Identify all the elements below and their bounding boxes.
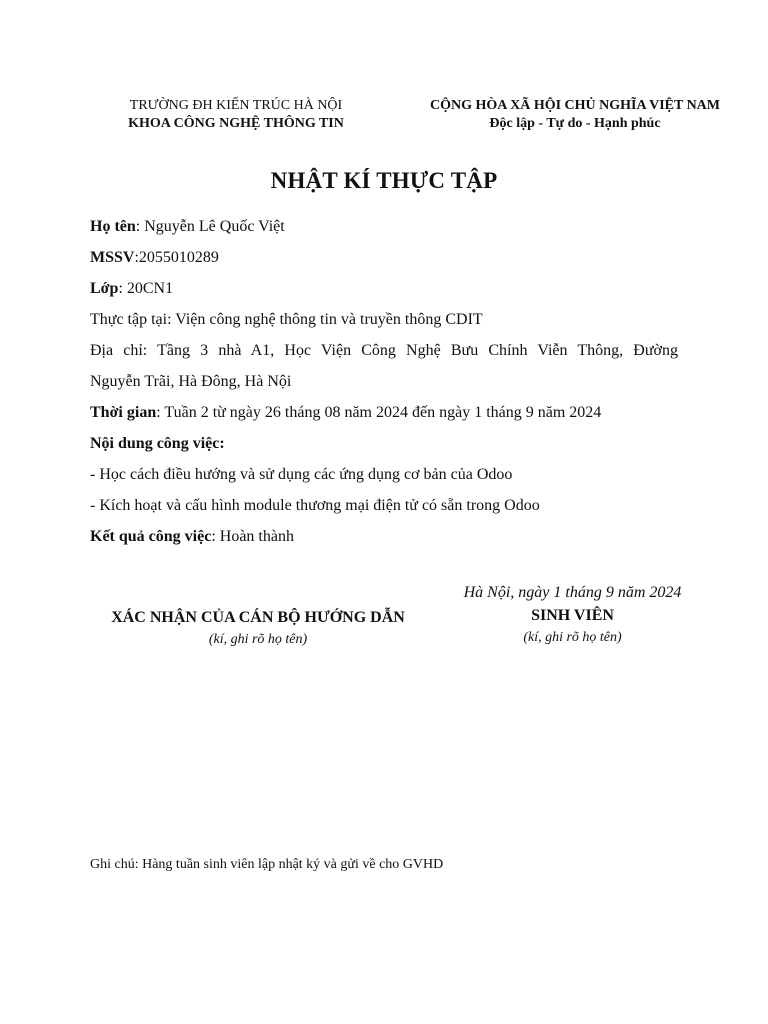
name-value: : Nguyễn Lê Quốc Việt xyxy=(135,218,285,235)
time-line xyxy=(90,400,678,431)
result-value: : Hoàn thành xyxy=(211,528,294,545)
class-value: : 20CN1 xyxy=(118,280,174,297)
content-label: Nội dung công việc: xyxy=(90,435,225,452)
student-sign-note: (kí, ghi rõ họ tên) xyxy=(523,630,622,645)
mssv-value: :2055010289 xyxy=(134,249,219,266)
class-label: Lớp xyxy=(90,280,119,297)
name-line xyxy=(90,214,678,245)
address-line-1: Địa chỉ: Tầng 3 nhà A1, Học Viện Công Nghệ Bưu Chính Viễn Thông, Đường xyxy=(90,342,678,359)
student-signature-block xyxy=(430,582,715,648)
school-name: TRƯỜNG ĐH KIẾN TRÚC HÀ NỘI xyxy=(129,98,343,113)
task-item: - Kích hoạt và cấu hình module thương mại điện tử có sẵn trong Odoo xyxy=(90,497,540,514)
document-body xyxy=(90,214,678,555)
footnote: Ghi chú: Hàng tuần sinh viên lập nhật ký và gửi về cho GVHD xyxy=(90,857,444,872)
faculty-name: KHOA CÔNG NGHỆ THÔNG TIN xyxy=(128,116,344,131)
supervisor-title: XÁC NHẬN CỦA CÁN BỘ HƯỚNG DẪN xyxy=(111,609,405,626)
national-motto: Độc lập - Tự do - Hạnh phúc xyxy=(489,116,661,131)
class-line xyxy=(90,276,678,307)
page-title: NHẬT KÍ THỰC TẬP xyxy=(270,168,498,193)
mssv-line xyxy=(90,245,678,276)
school-header xyxy=(96,97,376,133)
result-label: Kết quả công việc xyxy=(90,528,212,545)
national-header xyxy=(410,97,740,133)
task-item: - Học cách điều hướng và sử dụng các ứng dụng cơ bản của Odoo xyxy=(90,466,513,483)
mssv-label: MSSV xyxy=(90,249,135,266)
supervisor-sign-note: (kí, ghi rõ họ tên) xyxy=(208,632,308,647)
student-title: SINH VIÊN xyxy=(531,607,614,624)
result-line xyxy=(90,524,678,555)
internship-place: Thực tập tại: Viện công nghệ thông tin và truyền thông CDIT xyxy=(90,311,483,328)
country-name: CỘNG HÒA XÃ HỘI CHỦ NGHĨA VIỆT NAM xyxy=(429,98,720,113)
supervisor-signature-block xyxy=(88,606,428,650)
time-label: Thời gian xyxy=(90,404,157,421)
signature-date: Hà Nội, ngày 1 tháng 9 năm 2024 xyxy=(463,584,682,601)
address-line-2: Nguyễn Trãi, Hà Đông, Hà Nội xyxy=(90,373,292,390)
time-value: : Tuần 2 từ ngày 26 tháng 08 năm 2024 đến ngày 1 tháng 9 năm 2024 xyxy=(156,404,602,421)
name-label: Họ tên xyxy=(90,218,136,235)
